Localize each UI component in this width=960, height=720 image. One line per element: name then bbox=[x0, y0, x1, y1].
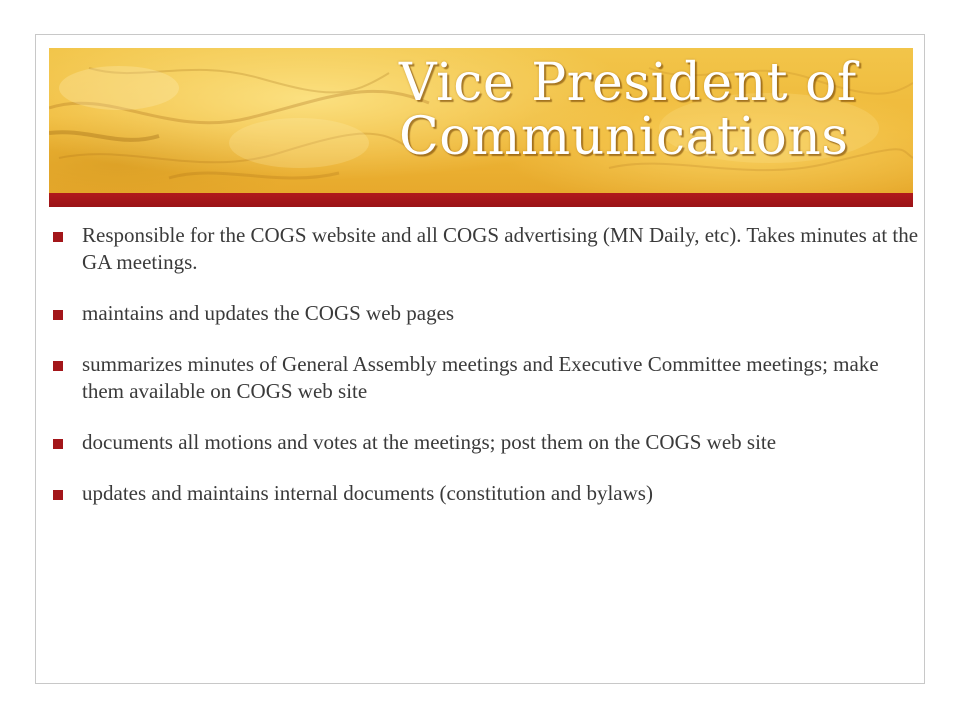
bullet-text: Responsible for the COGS website and all COGS advertising (MN Daily, etc). Takes minutes at the GA meetings. bbox=[82, 223, 919, 274]
slide-title bbox=[399, 53, 913, 167]
slide bbox=[35, 34, 925, 684]
bullet-item bbox=[50, 300, 920, 327]
square-bullet-icon bbox=[53, 310, 63, 320]
bullet-item bbox=[50, 222, 920, 276]
square-bullet-icon bbox=[53, 439, 63, 449]
title-banner bbox=[49, 48, 913, 193]
bullet-item bbox=[50, 480, 920, 507]
bullet-item bbox=[50, 351, 920, 405]
bullet-list bbox=[50, 222, 920, 531]
square-bullet-icon bbox=[53, 361, 63, 371]
square-bullet-icon bbox=[53, 490, 63, 500]
bullet-text: maintains and updates the COGS web pages bbox=[82, 301, 455, 325]
slide-title-line-2: Communications bbox=[399, 107, 849, 167]
square-bullet-icon bbox=[53, 232, 63, 242]
bullet-item bbox=[50, 429, 920, 456]
bullet-text: summarizes minutes of General Assembly meetings and Executive Committee meetings; make them available on COGS web site bbox=[82, 352, 879, 403]
bullet-text: documents all motions and votes at the meetings; post them on the COGS web site bbox=[82, 430, 777, 454]
bullet-text: updates and maintains internal documents (constitution and bylaws) bbox=[82, 481, 653, 505]
title-underline-bar bbox=[49, 193, 913, 207]
slide-title-line-1: Vice President of bbox=[399, 53, 857, 113]
